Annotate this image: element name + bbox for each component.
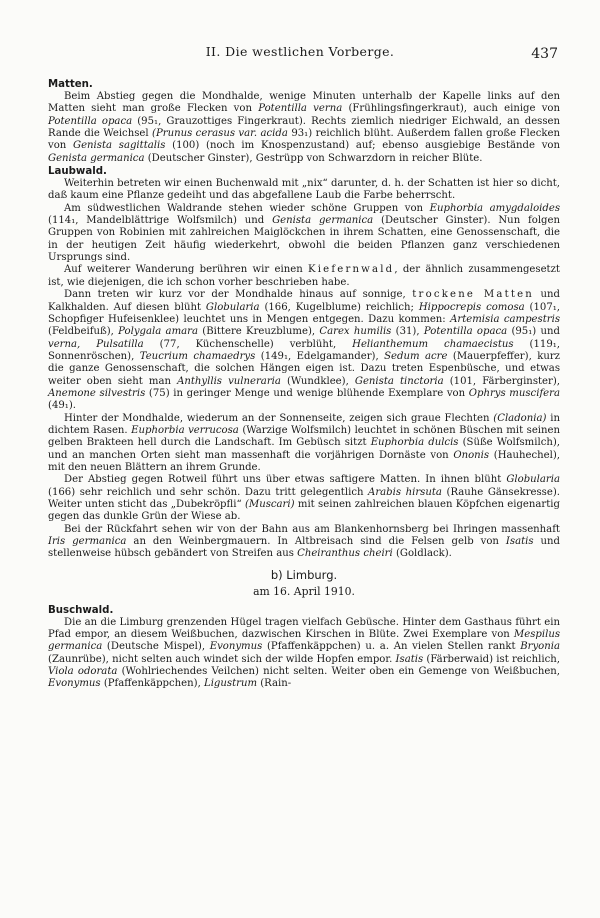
paragraph-laubwald-4: Dann treten wir kurz vor der Mondhalde hinaus auf sonnige, trockene Matten und Kalkhalden. Auf diesen blüht Globularia (166, Kugelblume) reichlich; Hippocrepis comosa (107₁, Schopfiger Hufeisenklee) leuchtet uns in Mengen entgegen. Dazu kommen: Artemisia campestris (Feldbeifuß), Polygala amara (Bittere Kreuzblume), Carex humilis (31), Potentilla opaca (95₁) und verna, Pulsatilla (77, Küchenschelle) verblüht, Helianthemum chamaecistus (119₁, Sonnenröschen), Teucrium chamaedrys (149₁, Edelgamander), Sedum acre (Mauerpfeffer), kurz die ganze Genossenschaft, die solchen Hängen eigen ist. Dazu treten Espenbüsche, und etwas weiter oben sieht man Anthyllis vulneraria (Wundklee), Genista tinctoria (101, Färberginster), Anemone silvestris (75) in geringer Menge und wenige blühende Exemplare von Ophrys muscifera (49₁).: [48, 289, 561, 412]
paragraph-buschwald-1: Die an die Limburg grenzenden Hügel tragen vielfach Gebüsche. Hinter dem Gasthaus führt ein Pfad empor, an diesem Weißbuchen, dazwischen Kirschen in Blüte. Zwei Exemplare von Mespilus germanica (Deutsche Mispel), Evonymus (Pfaffenkäppchen) u. a. An vielen Stellen rankt Bryonia (Zaunrübe), nicht selten auch windet sich der wilde Hopfen empor. Isatis (Färberwaid) ist reichlich, Viola odorata (Wohlriechendes Veilchen) nicht selten. Weiter oben ein Gemenge von Weißbuchen, Evonymus (Pfaffenkäppchen), Ligustrum (Rain-: [48, 616, 561, 690]
page-body: [48, 78, 560, 691]
paragraph-laubwald-1: Weiterhin betreten wir einen Buchenwald mit „nix“ darunter, d. h. der Schatten ist hier so dicht, daß kaum eine Pflanze gedeiht und das abgefallene Laub die Farbe beherrscht.: [48, 178, 560, 202]
subsection-title-limburg: b) Limburg.: [270, 567, 338, 582]
section-heading-buschwald: Buschwald.: [48, 604, 114, 616]
paragraph-matten-1: Beim Abstieg gegen die Mondhalde, wenige Minuten unterhalb der Kapelle links auf den Matten sieht man große Flecken von Potentilla verna (Frühlingsfingerkraut), auch einige von Potentilla opaca (95₁, Grauzottiges Fingerkraut). Rechts ziemlich niedriger Eichwald, an dessen Rande die Weichsel (Prunus cerasus var. acida 93₁) reichlich blüht. Außerdem fallen große Flecken von Genista sagittalis (100) (noch im Knospenzustand) auf; ebenso ausgiebige Bestände von Genista germanica (Deutscher Ginster), Gestrüpp von Schwarzdorn in reicher Blüte.: [48, 91, 561, 164]
section-heading-matten: Matten.: [48, 79, 93, 90]
paragraph-laubwald-3: Auf weiterer Wanderung berühren wir einen Kiefernwald, der ähnlich zusammengesetzt ist, wie diejenigen, die ich schon vorher beschrieben habe.: [48, 264, 560, 288]
excursion-date: am 16. April 1910.: [253, 584, 355, 598]
paragraph-laubwald-6: Der Abstieg gegen Rotweil führt uns über etwas saftigere Matten. In ihnen blüht Globularia (166) sehr reichlich und sehr schön. Dazu tritt gelegentlich Arabis hirsuta (Rauhe Gänsekresse). Weiter unten sticht das „Dubekröpfli“ (Muscari) mit seinen zahlreichen blauen Köpfchen eigenartig gegen das dunkle Grün der Wiese ab.: [48, 474, 560, 523]
section-heading-laubwald: Laubwald.: [48, 166, 107, 178]
paragraph-laubwald-2: Am südwestlichen Waldrande stehen wieder schöne Gruppen von Euphorbia amygdaloides (114₁, Mandelblättrige Wolfsmilch) und Genista germanica (Deutscher Ginster). Nun folgen Gruppen von Robinien mit zahlreichen Maiglöckchen in ihrem Schatten, eine Genossenschaft, die in der heutigen Zeit häufig wiederkehrt, obwohl die beiden Pflanzen ganz verschiedenen Ursprungs sind.: [48, 202, 561, 264]
paragraph-laubwald-7: Bei der Rückfahrt sehen wir von der Bahn aus am Blankenhornsberg bei Ihringen massenhaft Iris germanica an den Weinbergmauern. In Altbreisach sind die Felsen gelb von Isatis und stellenweise hübsch gebändert von Streifen aus Cheiranthus cheiri (Goldlack).: [48, 523, 561, 560]
running-head: II. Die westlichen Vorberge.: [205, 44, 395, 59]
page-number: 437: [531, 46, 558, 62]
paragraph-laubwald-5: Hinter der Mondhalde, wiederum an der Sonnenseite, zeigen sich graue Flechten (Cladonia) in dichtem Rasen. Euphorbia verrucosa (Warzige Wolfsmilch) leuchtet in schönen Büschen mit seinen gelben Brakteen hell durch die Landschaft. Im Gebüsch sitzt Euphorbia dulcis (Süße Wolfsmilch), und an manchen Orten sieht man massenhaft die vorjährigen Dornäste von Ononis (Hauhechel), mit den neuen Blättern an ihrem Grunde.: [48, 412, 561, 473]
